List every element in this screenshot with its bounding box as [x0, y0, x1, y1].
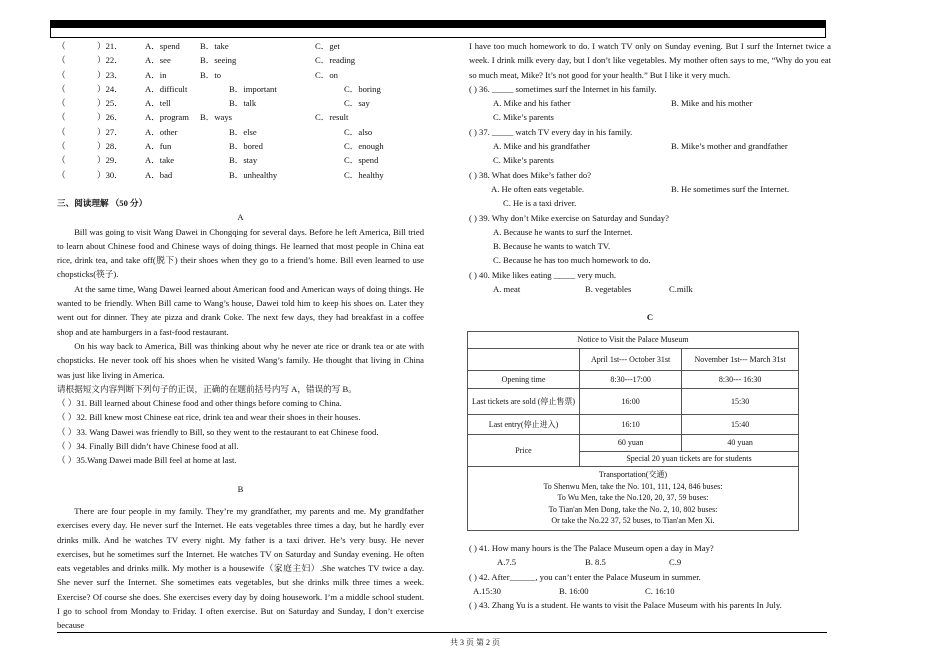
row-label-last-entry: Last entry(停止进入)	[468, 415, 580, 435]
question-41: ( ) 41. How many hours is the The Palace Museum open a day in May? A.7.5 B. 8.5 C.9	[469, 543, 714, 568]
cloze-option-a: A．other	[145, 126, 178, 137]
cloze-option-c: C．enough	[344, 141, 384, 152]
cloze-option-b: B．bored	[229, 141, 263, 152]
cloze-number: ）30．	[97, 169, 123, 180]
question-32: （ ）32. Bill knew most Chinese eat rice, drink tea and wear their shoes in their houses.	[57, 412, 361, 423]
cloze-item-26	[57, 110, 424, 124]
cloze-number: ）23．	[97, 69, 123, 80]
passage-a-paragraph-2: At the same time, Wang Dawei learned about American food and American ways of doing things. He wanted to be friendly. When Bill came to Wang’s house, Dawei told him to keep his shoes on. Later they went out for dinner. They ate pizza and drank Coke. The next few days, they had breakfast in a coffee shop and ate hamburgers in a fast-food restaurant.	[57, 283, 424, 337]
special-student-price: Special 20 yuan tickets are for students	[580, 452, 799, 467]
question-33: （ ）33. Wang Dawei was friendly to Bill, so they went to the restaurant to eat Chinese food.	[57, 426, 379, 437]
right-column	[469, 39, 831, 325]
cloze-number: （	[57, 169, 66, 180]
question-39: ( ) 39. Why don’t Mike exercise on Saturday and Sunday? A. Because he wants to surf the Internet. B. Because he wants to watch TV. C. Because he has too much homework to do.	[469, 212, 669, 266]
notice-col-2: November 1st--- March 31st	[682, 349, 799, 371]
cloze-option-a: A．fun	[145, 141, 172, 152]
cloze-number: ）26．	[97, 112, 123, 123]
question-31: （ ）31. Bill learned about Chinese food and other things before coming to China.	[57, 398, 342, 409]
cloze-option-a: A．difficult	[145, 83, 188, 94]
cloze-number: （	[57, 112, 66, 123]
left-column	[57, 39, 424, 633]
cloze-option-c: C．reading	[315, 55, 356, 66]
cloze-number: ）21．	[97, 41, 123, 51]
cloze-item-30	[57, 168, 424, 182]
cloze-option-a: A．spend	[145, 41, 180, 51]
cloze-item-27	[57, 125, 424, 139]
passage-a-label: A	[237, 212, 244, 223]
passage-c-questions	[469, 541, 831, 612]
question-36: ( ) 36. _____ sometimes surf the Internet in his family. A. Mike and his father B. Mike and his mother C. Mike’s parents	[469, 83, 753, 123]
row-label-opening: Opening time	[468, 371, 580, 389]
cloze-option-b: B．ways	[200, 112, 232, 123]
passage-c-label: C	[646, 312, 654, 323]
cloze-option-b: B．else	[229, 126, 257, 137]
cloze-option-c: C．on	[315, 69, 338, 80]
passage-b-paragraph: There are four people in my family. They’re my grandfather, my parents and me. My grandfather exercises every day. He never surf the Internet. He eats vegetables three times a day, but he hardly ever drinks milk. And he watches TV every night. My father is a taxi driver. He’s very busy. He never exercises, but he sometimes surf the Internet. He watches TV on Saturday and Sunday evening. He often eats vegetables and drinks milk. My mother is a housewife（家庭主妇）.She watches TV twice a day. She never surf the Internet. She sometimes eats vegetables, but she drinks milk three times a week. Exercise? Of course she does. She exercises every day by doing housework. I’m a middle school student. I go to school from Monday to Friday. I often exercise. But on Saturday and Sunday, I don’t exercise because	[57, 505, 424, 631]
passage-b-label: B	[237, 483, 244, 494]
cloze-option-b: B．seeing	[200, 55, 237, 66]
cloze-number: （	[57, 41, 66, 51]
row-label-last-tickets: Last tickets are sold (停止售票)	[468, 389, 580, 415]
passage-b-paragraph-continued: I have too much homework to do. I watch TV only on Sunday evening. But I surf the Internet twice a week. I drink milk every day, but I don’t like vegetables. My mother often says to me, “Why do you eat so much meat, Mike? It’s not good for your health.” But I like it very much.	[469, 41, 831, 80]
cloze-item-24	[57, 82, 424, 96]
question-38: ( ) 38. What does Mike’s father do? A. He often eats vegetable. B. He sometimes surf the Internet. C. He is a taxi driver.	[469, 169, 790, 209]
cloze-item-23	[57, 68, 424, 82]
cloze-option-b: B．stay	[229, 155, 258, 166]
cloze-option-b: B．important	[229, 83, 277, 94]
row-label-price: Price	[468, 435, 580, 467]
cloze-option-c: C．spend	[344, 155, 379, 166]
cloze-option-c: C．boring	[344, 83, 381, 94]
cloze-number: （	[57, 141, 66, 152]
cloze-option-a: A．program	[145, 112, 189, 123]
question-34: （ ）34. Finally Bill didn’t have Chinese food at all.	[57, 441, 239, 452]
cloze-option-a: A．bad	[145, 169, 173, 180]
header-bar	[50, 20, 826, 38]
cloze-number: ）28．	[97, 141, 123, 152]
footer-rule	[57, 632, 827, 633]
cloze-number: （	[57, 126, 66, 137]
cloze-option-a: A．take	[145, 155, 175, 166]
cloze-option-a: A．in	[145, 69, 167, 80]
cloze-option-a: A．see	[145, 55, 171, 66]
cloze-option-a: A．tell	[145, 98, 171, 109]
section-title: 三、阅读理解 （50 分）	[57, 197, 148, 208]
cloze-number: ）24．	[97, 83, 123, 94]
cloze-option-b: B．to	[200, 69, 222, 80]
question-37: ( ) 37. _____ watch TV every day in his family. A. Mike and his grandfather B. Mike’s mother and grandfather C. Mike’s parents	[469, 126, 788, 166]
question-35: （ ）35.Wang Dawei made Bill feel at home at last.	[57, 455, 237, 466]
cloze-number: （	[57, 83, 66, 94]
transportation-cell: Transportation(交通) To Shenwu Men, take the No. 101, 111, 124, 846 buses: To Wu Men, take the No.120, 20, 37, 59 buses: To Tian'an Men Dong, take the No. 2, 10, 802 buses: Or take the No.22 37, 52 buses, to Tian'an Men Xi.	[468, 467, 799, 531]
cloze-number: ）22．	[97, 55, 123, 66]
cloze-option-c: C．result	[315, 112, 349, 123]
cloze-option-b: B．unhealthy	[229, 169, 278, 180]
cloze-number: （	[57, 55, 66, 66]
cloze-number: ）25．	[97, 98, 123, 109]
cloze-option-c: C．healthy	[344, 169, 384, 180]
cloze-item-29	[57, 153, 424, 167]
cloze-option-b: B．talk	[229, 98, 257, 109]
passage-a-paragraph-1: Bill was going to visit Wang Dawei in Chongqing for several days. Before he left America, Bill tried to learn about Chinese food and Chinese ways of doing things. He learned that most people in China eat rice, drink tea, and take off(脱下) their shoes when they go to a friend’s home. Bill even learned to use chopsticks(筷子).	[57, 226, 424, 280]
question-40: ( ) 40. Mike likes eating _____ very much. A. meat B. vegetables C.milk	[469, 269, 693, 295]
cloze-item-22	[57, 53, 424, 67]
cloze-number: （	[57, 155, 66, 166]
cloze-number: （	[57, 98, 66, 109]
instruction: 请根据短文内容判断下列句子的正误，正确的在题前括号内写 A，错误的写 B。	[57, 383, 357, 394]
cloze-item-21	[57, 39, 424, 53]
cloze-item-25	[57, 96, 424, 110]
cloze-item-28	[57, 139, 424, 153]
cloze-option-c: C．say	[344, 98, 370, 109]
notice-empty-header	[468, 349, 580, 371]
question-42: ( ) 42. After______, you can’t enter the Palace Museum in summer. A.15:30 B. 16:00 C. 16:10	[469, 571, 701, 596]
notice-col-1: April 1st--- October 31st	[580, 349, 682, 371]
passage-a-paragraph-3: On his way back to America, Bill was thinking about why he never ate rice or drank tea or ate with chopsticks. He never took off his shoes when he visited Wang’s family. He thought that living in China was just like living in America.	[57, 340, 424, 380]
cloze-options-list	[57, 39, 424, 182]
cloze-option-c: C．get	[315, 41, 340, 51]
notice-title: Notice to Visit the Palace Museum	[468, 332, 799, 349]
palace-museum-notice-table: Notice to Visit the Palace Museum April 1st--- October 31st November 1st--- March 31st Opening time 8:30---17:00 8:30--- 16:30 Last tickets are sold (停止售票) 16:00 15:30 Last entry(停止进入) 16:10 15:40 Price 60 yuan 40 yuan Special 20 yuan tickets are for students Transportation(交通) To Shenwu Men, take the No. 101, 111, 124, 846 buses: To Wu Men, take the No.120, 20, 37, 59 buses: To Tian'an Men Dong, take the No. 2, 10, 802 buses: Or take the No.22 37, 52 buses, to Tian'an Men Xi.	[467, 331, 799, 531]
cloze-option-c: C．also	[344, 126, 373, 137]
cloze-number: ）29．	[97, 155, 123, 166]
cloze-number: （	[57, 69, 66, 80]
question-43: ( ) 43. Zhang Yu is a student. He wants to visit the Palace Museum with his parents In July.	[469, 600, 782, 611]
page-number: 共 3 页 第 2 页	[450, 638, 500, 647]
cloze-option-b: B．take	[200, 41, 229, 51]
cloze-number: ）27．	[97, 126, 123, 137]
